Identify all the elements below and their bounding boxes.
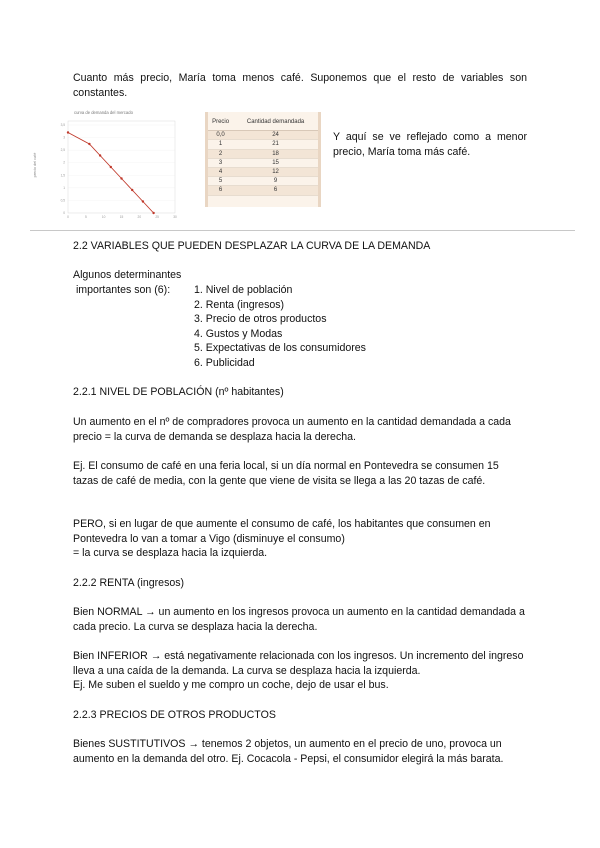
chart-xtick-label: 0 [67,215,69,219]
demand-table-card [205,112,321,207]
table-cell: 15 [233,158,318,167]
list-item: 6. Publicidad [194,356,255,369]
chart-xtick-label: 30 [173,215,177,219]
chart-ytick-label: 0,5 [60,198,65,203]
demand-line [68,133,154,214]
section-heading-2-2-1: 2.2.1 NIVEL DE POBLACIÓN (nº habitantes) [73,386,284,398]
intro-paragraph [73,71,527,100]
chart-point [120,177,122,179]
table-cell: 4 [208,168,233,177]
table-cell: 6 [233,186,318,195]
chart-xtick-label: 20 [137,215,142,219]
table-cell: 1 [208,140,233,149]
paragraph-inferior-text: Bien INFERIOR → está negativamente relacionada con los ingresos. Un incremento del ingreso lleva a una caída de la demanda. La curva se desplaza hacia la izquierda. [73,650,524,677]
table-cell: 24 [233,131,318,140]
table-row [208,149,318,158]
chart-ytick-label: 2 [63,160,65,165]
section-heading-2-2-3: 2.2.3 PRECIOS DE OTROS PRODUCTOS [73,709,276,721]
chart-point [99,154,101,156]
table-cell: 2 [208,149,233,158]
side-note: Y aquí se ve reflejado como a menor precio, María toma más café. [333,131,527,158]
table-cell: 12 [233,168,318,177]
section-heading-2-2-2: 2.2.2 RENTA (ingresos) [73,577,185,589]
list-item: 3. Precio de otros productos [194,313,327,325]
table-row [208,131,318,140]
determinants-label [73,268,181,297]
intro-text: Cuanto más precio, María toma menos café. Suponemos que el resto de variables son constantes. [73,72,527,99]
chart-ytick-label: 3,5 [60,123,65,127]
table-cell: 18 [233,149,318,158]
table-row [208,177,318,186]
chart-ytick-label: 0 [63,211,65,215]
chart-points [67,131,155,214]
demand-chart [30,105,180,225]
table-cell: 3 [208,158,233,167]
chart-frame [68,121,175,213]
divider [30,230,575,231]
chart-xtick-label: 25 [155,215,159,219]
chart-point [131,189,133,191]
chart-xtick-label: 5 [84,215,87,219]
demand-table [208,112,318,196]
chart-point [67,131,69,133]
paragraph-pero-conclusion: = la curva se desplaza hacia la izquierda. [73,547,268,559]
table-cell: 0,0 [208,131,233,140]
chart-title: curva de demanda del mercado [74,110,133,115]
table-row [208,168,318,177]
paragraph-sustitutivos: Bienes SUSTITUTIVOS → tenemos 2 objetos, un aumento en el precio de uno, provoca un aumento en la demanda del otro. Ej. Cocacola - Pepsi, el consumidor elegirá la más barata. [73,738,504,765]
paragraph-bien-normal: Bien NORMAL → un aumento en los ingresos provoca un aumento en la cantidad demandada a cada precio. La curva se desplaza hacia la derecha. [73,606,525,633]
table-cell: 6 [208,186,233,195]
list-item: 5. Expectativas de los consumidores [194,342,366,354]
paragraph-poblacion-a: Un aumento en el nº de compradores provoca un aumento en la cantidad demandada a cada precio = la curva de demanda se desplaza hacia la derecha. [73,416,511,443]
chart-ytick-label: 2,5 [60,148,65,153]
table-cell: 21 [233,140,318,149]
chart-ytick-label: 3 [63,135,65,140]
chart-point [142,200,144,202]
determinants-label-line-1: Algunos determinantes [73,269,182,281]
table-row [208,158,318,167]
table-header-cantidad: Cantidad demandada [233,112,318,131]
list-item: 1. Nivel de población [194,284,293,296]
table-header-precio: Precio [208,112,233,131]
determinants-list [194,283,366,370]
table-row [208,140,318,149]
paragraph-pero-line: PERO, si en lugar de que aumente el consumo de café, los habitantes que consumen en Pontevedra lo van a tomar a Vigo (disminuye el consumo) [73,518,491,545]
determinants-label-line-2: importantes son (6): [73,283,171,296]
chart-xtick-label: 15 [119,215,124,219]
paragraph-poblacion-pero [73,517,527,561]
table-cell: 9 [233,177,318,186]
paragraph-inferior-example: Ej. Me suben el sueldo y me compro un coche, dejo de usar el bus. [73,679,389,691]
chart-point [110,166,112,168]
list-item: 2. Renta (ingresos) [194,298,285,311]
table-row [208,186,318,195]
chart-xtick-label: 10 [101,215,106,219]
paragraph-bien-inferior [73,649,527,693]
table-header-row [208,112,318,131]
chart-ytick-label: 1,5 [60,173,65,178]
chart-ytick-label: 1 [63,185,65,190]
list-item: 4. Gustos y Modas [194,327,283,340]
paragraph-poblacion-example: Ej. El consumo de café en una feria local, si un día normal en Pontevedra se consumen 15 tazas de café de media, con la gente que viene de visita se llega a las 20 tazas de café. [73,460,499,487]
chart-grid [68,121,175,213]
chart-point [152,212,154,214]
chart-ylabel: precio del café [33,152,37,178]
table-cell: 5 [208,177,233,186]
section-heading-2-2: 2.2 VARIABLES QUE PUEDEN DESPLAZAR LA CURVA DE LA DEMANDA [73,240,431,252]
chart-point [88,143,90,145]
